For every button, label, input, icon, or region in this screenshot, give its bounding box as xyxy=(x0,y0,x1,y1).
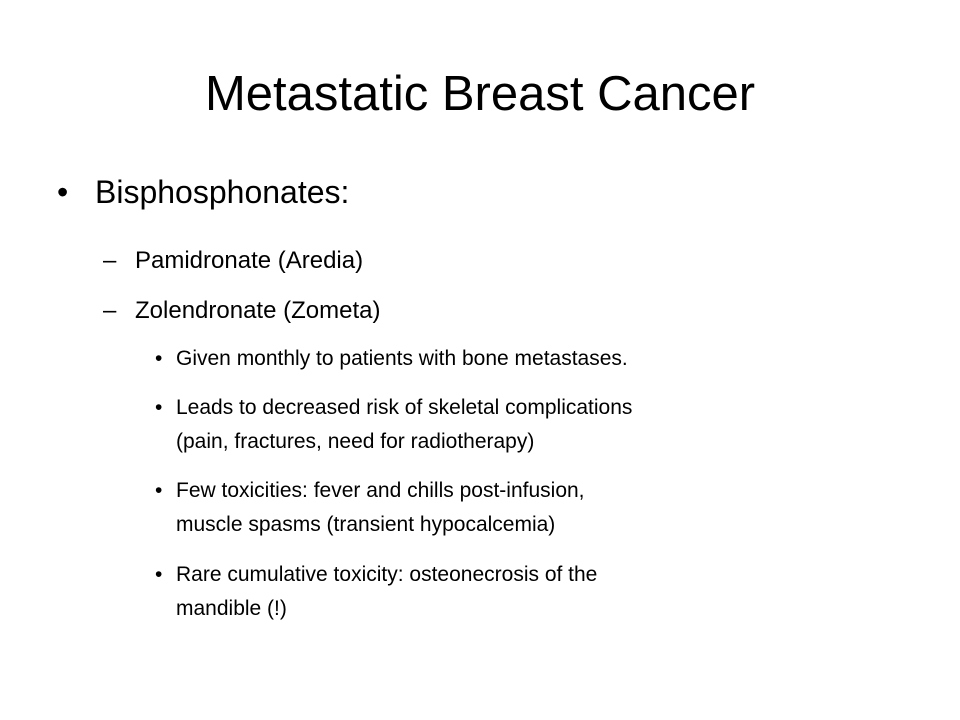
bullet-marker: • xyxy=(155,479,163,502)
bullet-bisphosphonates xyxy=(57,172,349,212)
sub-bullet-pamidronate xyxy=(103,246,363,276)
detail-bullet-osteonecrosis xyxy=(155,558,597,626)
slide-title: Metastatic Breast Cancer xyxy=(204,67,756,121)
detail-line: Given monthly to patients with bone metastases. xyxy=(176,347,628,370)
sub-bullet-zolendronate xyxy=(103,296,380,326)
bullet-marker: • xyxy=(155,347,163,370)
detail-line: mandible (!) xyxy=(176,597,287,620)
detail-bullet-skeletal xyxy=(155,391,632,459)
bullet-marker: • xyxy=(155,396,163,419)
dash-marker: – xyxy=(103,297,117,324)
detail-bullet-monthly xyxy=(155,342,628,376)
sub-bullet-text: Pamidronate (Aredia) xyxy=(135,247,364,274)
detail-bullet-toxicities xyxy=(155,474,585,542)
detail-line: muscle spasms (transient hypocalcemia) xyxy=(176,513,556,536)
detail-line: Leads to decreased risk of skeletal complications xyxy=(176,396,633,419)
bullet-marker: • xyxy=(155,563,163,586)
bullet-text: Bisphosphonates: xyxy=(95,174,350,210)
detail-line: Few toxicities: fever and chills post-infusion, xyxy=(176,479,585,502)
sub-bullet-text: Zolendronate (Zometa) xyxy=(135,297,381,324)
detail-line: (pain, fractures, need for radiotherapy) xyxy=(176,430,535,453)
bullet-marker: • xyxy=(57,174,69,210)
detail-line: Rare cumulative toxicity: osteonecrosis of the xyxy=(176,563,598,586)
dash-marker: – xyxy=(103,247,117,274)
